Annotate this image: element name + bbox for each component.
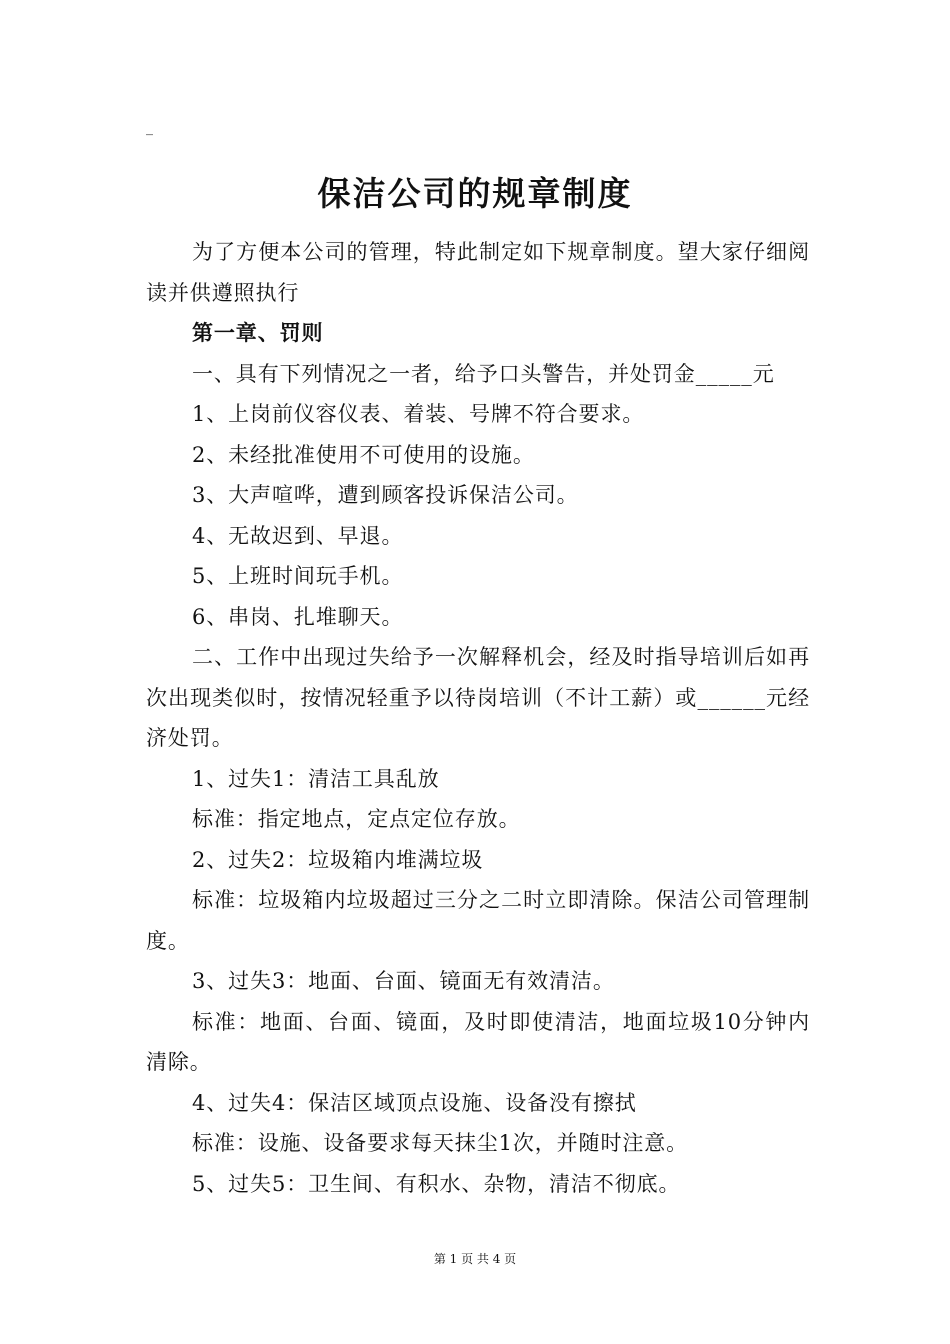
- paragraph: 为了方便本公司的管理，特此制定如下规章制度。望大家仔细阅读并供遵照执行: [146, 240, 810, 305]
- paragraph: 标准：垃圾箱内垃圾超过三分之二时立即清除。保洁公司管理制度。: [146, 888, 810, 953]
- document-title: 保洁公司的规章制度: [317, 174, 633, 213]
- paragraph: 4、过失4：保洁区域顶点设施、设备没有擦拭: [192, 1090, 637, 1115]
- paragraph: 3、过失3：地面、台面、镜面无有效清洁。: [192, 969, 615, 993]
- paragraph: 标准：设施、设备要求每天抹尘1次，并随时注意。: [192, 1131, 689, 1155]
- paragraph: 1、上岗前仪容仪表、着装、号牌不符合要求。: [192, 402, 645, 426]
- paragraph: 标准：指定地点，定点定位存放。: [192, 807, 521, 831]
- paragraph: 6、串岗、扎堆聊天。: [192, 604, 404, 629]
- paragraph: 4、无故迟到、早退。: [192, 523, 404, 548]
- paragraph: 二、工作中出现过失给予一次解释机会，经及时指导培训后如再次出现类似时，按情况轻重予以待岗培训（不计工薪）或______元经济处罚。: [146, 645, 810, 750]
- header-mark: _: [146, 120, 153, 136]
- paragraph: 5、过失5：卫生间、有积水、杂物，清洁不彻底。: [192, 1171, 681, 1196]
- document-body: [146, 232, 810, 1204]
- paragraph: 3、大声喧哗，遭到顾客投诉保洁公司。: [192, 483, 579, 507]
- paragraph: 2、未经批准使用不可使用的设施。: [192, 442, 535, 467]
- paragraph: 标准：地面、台面、镜面，及时即使清洁，地面垃圾10分钟内清除。: [146, 1009, 810, 1074]
- paragraph: 5、上班时间玩手机。: [192, 564, 404, 588]
- paragraph: 2、过失2：垃圾箱内堆满垃圾: [192, 847, 484, 872]
- paragraph: 一、具有下列情况之一者，给予口头警告，并处罚金_____元: [192, 361, 775, 386]
- section-heading: 第一章、罚则: [192, 320, 324, 345]
- page-footer: 第 1 页 共 4 页: [433, 1252, 517, 1266]
- paragraph: 1、过失1：清洁工具乱放: [192, 766, 440, 791]
